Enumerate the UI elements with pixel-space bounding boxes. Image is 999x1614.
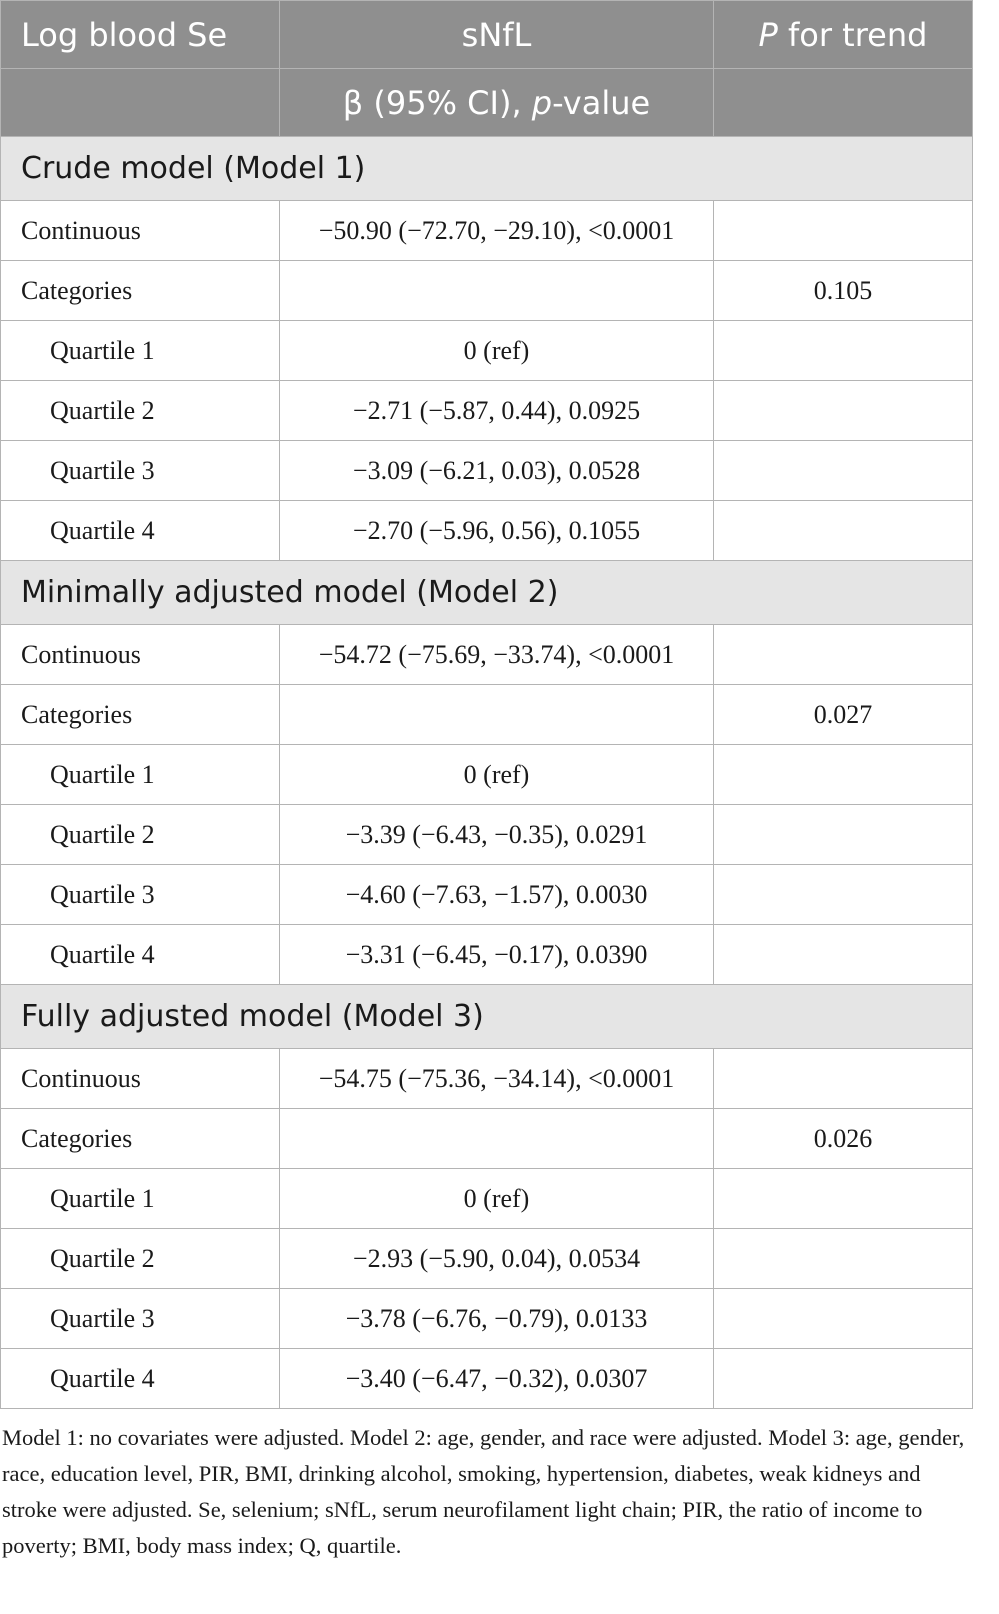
row-label: Continuous [1,1049,280,1109]
subheader-beta-ci [280,69,714,137]
row-beta-value: 0 (ref) [280,745,714,805]
header-log-blood-se: Log blood Se [1,1,280,69]
subheader-prefix: β (95% CI), [342,83,532,122]
row-beta-value [280,1109,714,1169]
row-label: Quartile 1 [1,1169,280,1229]
section-header-row [1,985,973,1049]
row-label: Categories [1,261,280,321]
table-row [1,805,973,865]
row-label: Categories [1,685,280,745]
row-p-trend [714,441,973,501]
row-label: Quartile 2 [1,381,280,441]
row-beta-value: −3.31 (−6.45, −0.17), 0.0390 [280,925,714,985]
header-snfl: sNfL [280,1,714,69]
table-row [1,925,973,985]
header-p-rest: for trend [777,15,928,54]
row-beta-value: −4.60 (−7.63, −1.57), 0.0030 [280,865,714,925]
row-p-trend [714,321,973,381]
row-beta-value: −54.72 (−75.69, −33.74), <0.0001 [280,625,714,685]
table-row [1,501,973,561]
row-beta-value: −50.90 (−72.70, −29.10), <0.0001 [280,201,714,261]
row-p-trend [714,1049,973,1109]
header-row [1,1,973,69]
row-p-trend [714,1349,973,1409]
section-title: Minimally adjusted model (Model 2) [1,561,973,625]
row-label: Continuous [1,201,280,261]
row-label: Quartile 3 [1,865,280,925]
row-beta-value: −2.70 (−5.96, 0.56), 0.1055 [280,501,714,561]
subheader-suffix: -value [552,83,651,122]
table-footnote: Model 1: no covariates were adjusted. Model 2: age, gender, and race were adjusted. Model 3: age, gender, race, education level, PIR, BMI, drinking alcohol, smoking, hypertension, diabetes, weak kidneys and stroke were adjusted. Se, selenium; sNfL, serum neurofilament light chain; PIR, the ratio of income to poverty; BMI, body mass index; Q, quartile. [2,1425,965,1558]
row-beta-value: 0 (ref) [280,321,714,381]
row-label: Quartile 3 [1,1289,280,1349]
section-title: Fully adjusted model (Model 3) [1,985,973,1049]
table-row [1,685,973,745]
row-beta-value: −3.09 (−6.21, 0.03), 0.0528 [280,441,714,501]
row-label: Categories [1,1109,280,1169]
table-row [1,1289,973,1349]
table-row [1,441,973,501]
row-label: Quartile 1 [1,745,280,805]
row-beta-value: −3.78 (−6.76, −0.79), 0.0133 [280,1289,714,1349]
section-title: Crude model (Model 1) [1,137,973,201]
subheader-row [1,69,973,137]
row-p-trend: 0.027 [714,685,973,745]
row-p-trend [714,501,973,561]
row-p-trend [714,865,973,925]
row-label: Quartile 4 [1,925,280,985]
subheader-p-italic: p [531,83,553,122]
row-label: Quartile 3 [1,441,280,501]
table-row [1,865,973,925]
row-p-trend [714,805,973,865]
table-row [1,381,973,441]
row-beta-value [280,685,714,745]
row-p-trend [714,1289,973,1349]
row-label: Quartile 4 [1,1349,280,1409]
row-beta-value: 0 (ref) [280,1169,714,1229]
row-p-trend [714,201,973,261]
table-body [1,137,973,1409]
row-p-trend [714,381,973,441]
header-p-for-trend [714,1,973,69]
row-p-trend [714,1169,973,1229]
table-row [1,201,973,261]
table-row [1,1049,973,1109]
subheader-empty-1 [1,69,280,137]
row-label: Quartile 2 [1,805,280,865]
table-row [1,321,973,381]
row-label: Continuous [1,625,280,685]
section-header-row [1,137,973,201]
row-beta-value: −2.71 (−5.87, 0.44), 0.0925 [280,381,714,441]
table-row [1,1349,973,1409]
row-p-trend [714,625,973,685]
row-label: Quartile 4 [1,501,280,561]
row-beta-value: −2.93 (−5.90, 0.04), 0.0534 [280,1229,714,1289]
subheader-empty-3 [714,69,973,137]
row-label: Quartile 2 [1,1229,280,1289]
table-row [1,1109,973,1169]
row-label: Quartile 1 [1,321,280,381]
table-row [1,261,973,321]
row-p-trend: 0.105 [714,261,973,321]
row-beta-value: −3.40 (−6.47, −0.32), 0.0307 [280,1349,714,1409]
row-p-trend [714,925,973,985]
section-header-row [1,561,973,625]
header-p-italic: P [758,15,778,54]
row-p-trend [714,1229,973,1289]
table-row [1,625,973,685]
row-p-trend [714,745,973,805]
row-beta-value: −54.75 (−75.36, −34.14), <0.0001 [280,1049,714,1109]
table-row [1,745,973,805]
row-beta-value [280,261,714,321]
table-row [1,1169,973,1229]
row-beta-value: −3.39 (−6.43, −0.35), 0.0291 [280,805,714,865]
row-p-trend: 0.026 [714,1109,973,1169]
table-row [1,1229,973,1289]
